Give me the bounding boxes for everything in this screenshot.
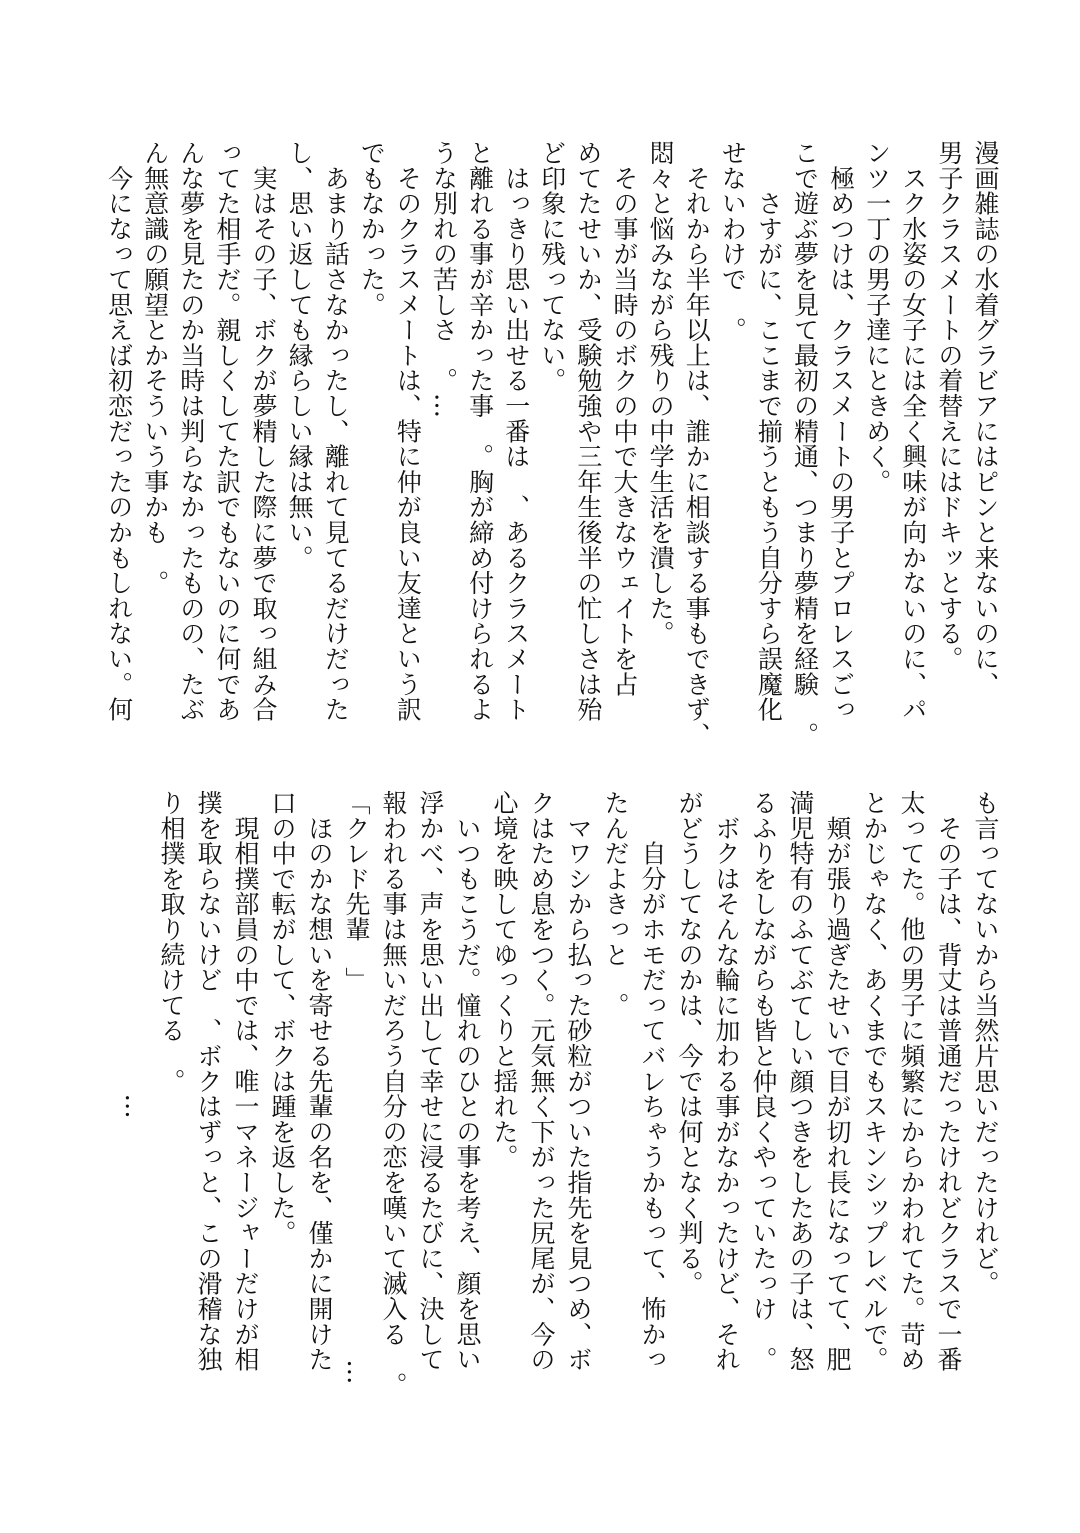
text-column: ボクはそんな輪に加わる事がなかったけど、それ <box>712 790 741 1372</box>
text-column: 悶々と悩みながら残りの中学生活を潰した。 <box>646 140 676 646</box>
text-column: ほのかな想いを寄せる先輩の名を、僅かに開けた <box>305 790 334 1372</box>
text-column: マワシから払った砂粒がついた指先を見つめ、ボ <box>564 790 593 1372</box>
text-column: たんだよきっと 。 <box>601 790 630 1018</box>
text-column: 男子クラスメートの着替えにはドキッとする。 <box>934 140 964 672</box>
text-column: り相撲を取り続けてる 。 <box>157 790 186 1094</box>
text-column: せないわけで 。 <box>718 140 748 343</box>
text-column: あまり話さなかったし、離れて見てるだけだった <box>321 140 351 722</box>
text-column: も言ってないから当然片思いだったけれど。 <box>971 790 1000 1296</box>
text-column: ンツ一丁の男子達にときめく。 <box>862 140 892 495</box>
text-column: 「クレド先輩 」 … <box>342 790 371 1385</box>
text-column: とかじゃなく、あくまでもスキンシップレベルで。 <box>860 790 889 1372</box>
text-column: … <box>120 790 149 1119</box>
text-column: 自分がホモだってバレちゃうかもって、怖かっ <box>638 790 667 1372</box>
text-column: 極めつけは、クラスメートの男子とプロレスごっ <box>826 140 856 722</box>
text-column: 実はその子、ボクが夢精した際に夢で取っ組み合 <box>249 140 278 722</box>
text-column: いつもこうだ。憧れのひとの事を考え、顔を思い <box>453 790 482 1372</box>
text-column: るふりをしながらも皆と仲良くやっていたっけ 。 <box>749 790 778 1372</box>
text-column: 漫画雑誌の水着グラビアにはピンと来ないのに、 <box>971 140 1000 697</box>
text-column: 太ってた。他の男子に頻繁にからかわれてた。苛め <box>897 790 926 1372</box>
text-column: めてたせいか、受験勉強や三年生後半の忙しさは殆 <box>573 140 603 722</box>
text-column: そのクラスメートは、特に仲が良い友達という訳 <box>393 140 423 722</box>
text-column: その子は、背丈は普通だったけれどクラスで一番 <box>934 790 963 1372</box>
text-column: んな夢を見たのか当時は判らなかったものの、たぶ <box>176 140 206 722</box>
text-column: ってた相手だ。親しくしてた訳でもないのに何であ <box>212 140 242 722</box>
text-column: 口の中で転がして、ボクは踵を返した。 <box>268 790 297 1246</box>
text-column: スク水姿の女子には全く興味が向かないのに、パ <box>898 140 928 722</box>
text-column: さすがに、ここまで揃うともう自分すら誤魔化 <box>754 140 784 722</box>
text-column: 満児特有のふてぶてしい顔つきをしたあの子は、怒 <box>786 790 815 1372</box>
text-column: がどうしてなのかは、今では何となく判る。 <box>675 790 704 1296</box>
text-column: ど印象に残ってない。 <box>537 140 567 393</box>
text-column: し、思い返しても縁らしい縁は無い。 <box>285 140 315 571</box>
text-column: でもなかった。 <box>357 140 387 318</box>
text-column: 報われる事は無いだろう自分の恋を嘆いて滅入る 。 <box>379 790 408 1398</box>
text-column: うな別れの苦しさ 。… <box>429 140 459 419</box>
text-column: 現相撲部員の中では、唯一マネージャーだけが相 <box>231 790 260 1372</box>
text-column: はっきり思い出せる一番は 、あるクラスメート <box>501 140 531 722</box>
text-column: と離れる事が辛かった事 。胸が締め付けられるよ <box>465 140 495 722</box>
text-column: ん無意識の願望とかそういう事かも 。 <box>140 140 170 596</box>
text-column: 今になって思えば初恋だったのかもしれない。何 <box>104 140 134 722</box>
text-column: 浮かべ、声を思い出して幸せに浸るたびに、決して <box>416 790 445 1372</box>
text-column: それから半年以上は、誰かに相談する事もできず、 <box>682 140 712 748</box>
text-column: こで遊ぶ夢を見て最初の精通、つまり夢精を経験 。 <box>790 140 820 748</box>
text-column: クはため息をつく。元気無く下がった尻尾が、今の <box>527 790 556 1372</box>
text-column: 頬が張り過ぎたせいで目が切れ長になってて、肥 <box>823 790 852 1372</box>
text-column: その事が当時のボクの中で大きなウェイトを占 <box>610 140 639 697</box>
text-column: 心境を映してゆっくりと揺れた。 <box>490 790 519 1170</box>
text-column: 撲を取らないけど 、ボクはずっと、この滑稽な独 <box>194 790 223 1372</box>
